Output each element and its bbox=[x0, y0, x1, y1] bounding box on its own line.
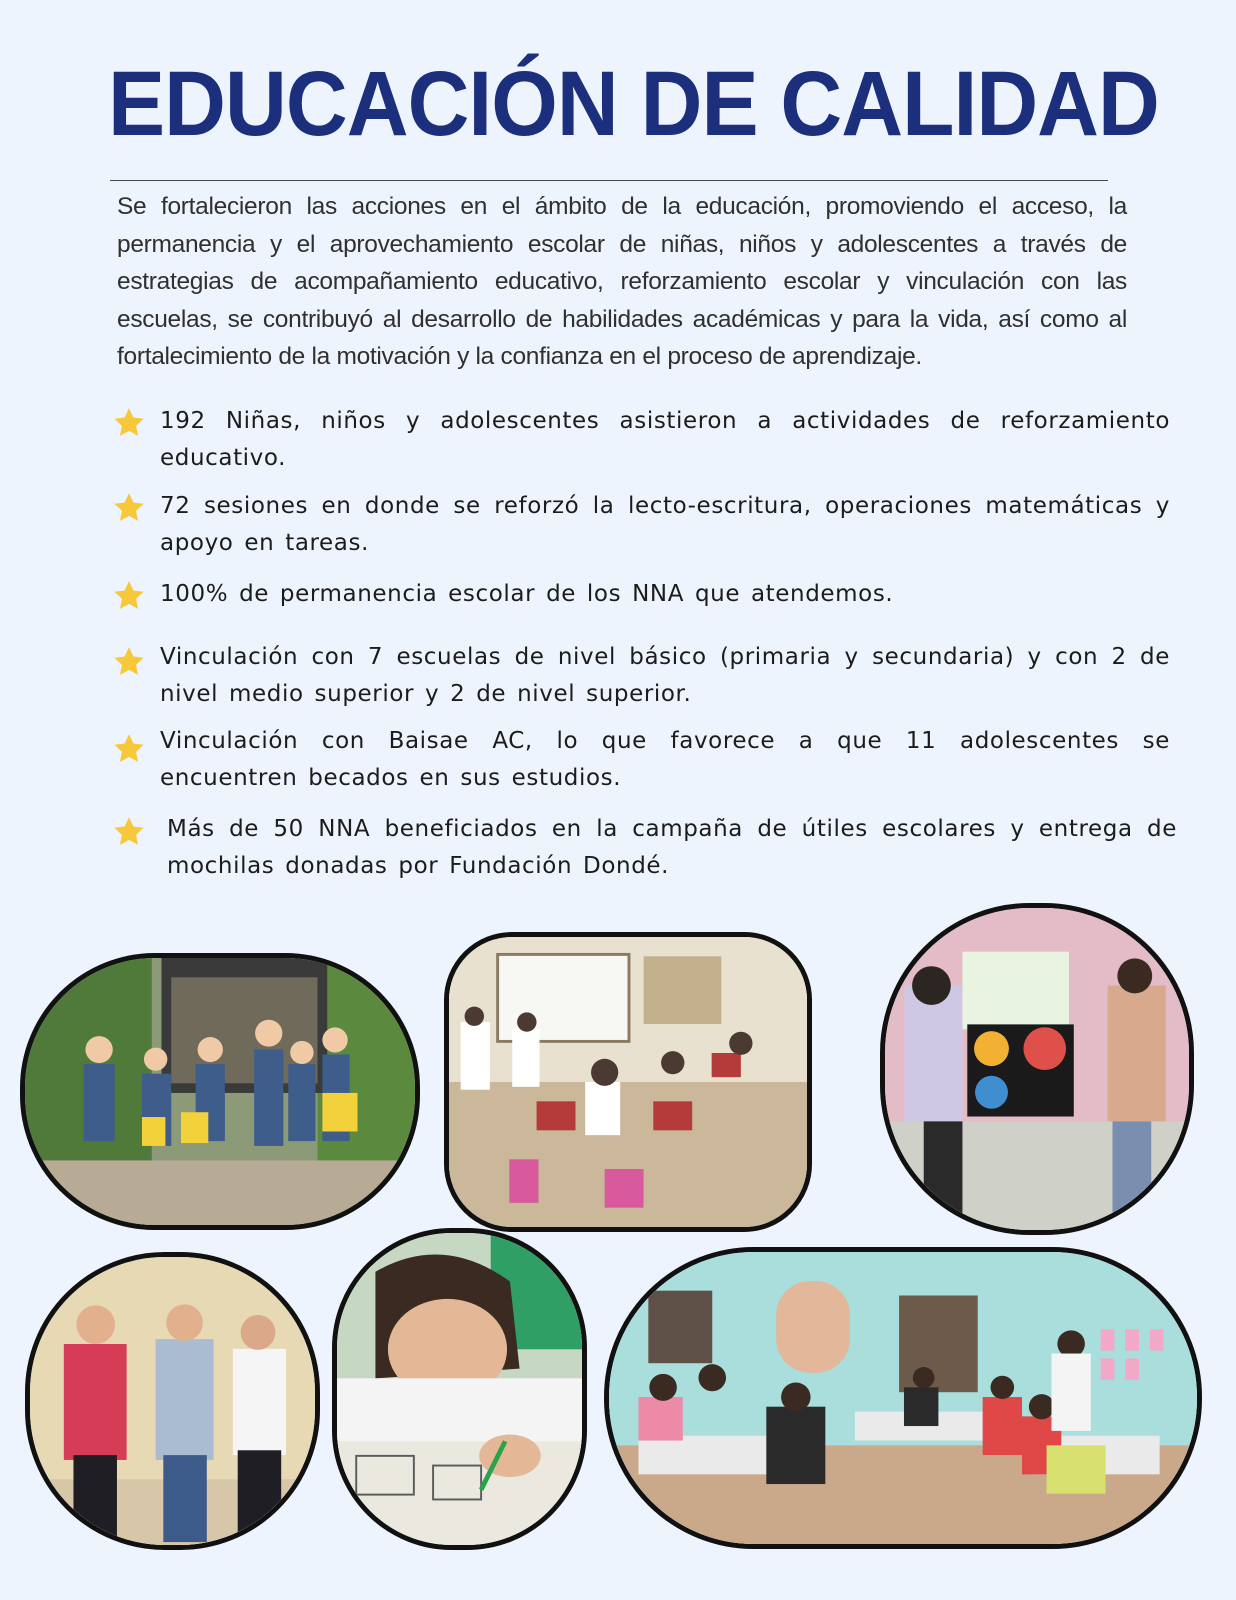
star-icon bbox=[112, 406, 146, 440]
bullet-text: 192 Niñas, niños y adolescentes asistieron a actividades de reforzamiento educativo. bbox=[160, 408, 1170, 471]
star-icon bbox=[112, 815, 146, 849]
title-divider bbox=[110, 180, 1108, 181]
bullet-text: 100% de permanencia escolar de los NNA que atendemos. bbox=[160, 581, 894, 607]
bullet-text: Vinculación con 7 escuelas de nivel básico (primaria y secundaria) y con 2 de nivel medio superior y 2 de nivel superior. bbox=[160, 644, 1170, 707]
bullet-text: 72 sesiones en donde se reforzó la lecto-escritura, operaciones matemáticas y apoyo en tareas. bbox=[160, 493, 1170, 556]
bullet-text: Más de 50 NNA beneficiados en la campaña de útiles escolares y entrega de mochilas donadas por Fundación Dondé. bbox=[167, 816, 1177, 879]
photo-backpack-delivery bbox=[20, 953, 420, 1230]
page-title: EDUCACIÓN DE CALIDAD bbox=[108, 53, 1159, 155]
star-icon bbox=[112, 579, 146, 613]
photo-girl-writing bbox=[332, 1228, 587, 1550]
star-icon bbox=[112, 491, 146, 525]
photo-group-tables bbox=[604, 1247, 1202, 1549]
star-icon bbox=[112, 732, 146, 766]
intro-paragraph: Se fortalecieron las acciones en el ámbito de la educación, promoviendo el acceso, la permanencia y el aprovechamiento escolar de niñas, niños y adolescentes a través de estrategias de acompañamiento educativo, reforzamiento escolar y vinculación con las escuelas, se contribuyó al desarrollo de habilidades académicas y para la vida, así como al fortalecimiento de la motivación y la confianza en el proceso de aprendizaje. bbox=[117, 193, 1127, 370]
photo-classroom-lesson bbox=[444, 932, 812, 1232]
photo-roulette-activity bbox=[880, 903, 1194, 1235]
bullet-text: Vinculación con Baisae AC, lo que favorece a que 11 adolescentes se encuentren becados en sus estudios. bbox=[160, 728, 1170, 791]
photo-three-women bbox=[25, 1252, 320, 1550]
star-icon bbox=[112, 645, 146, 679]
